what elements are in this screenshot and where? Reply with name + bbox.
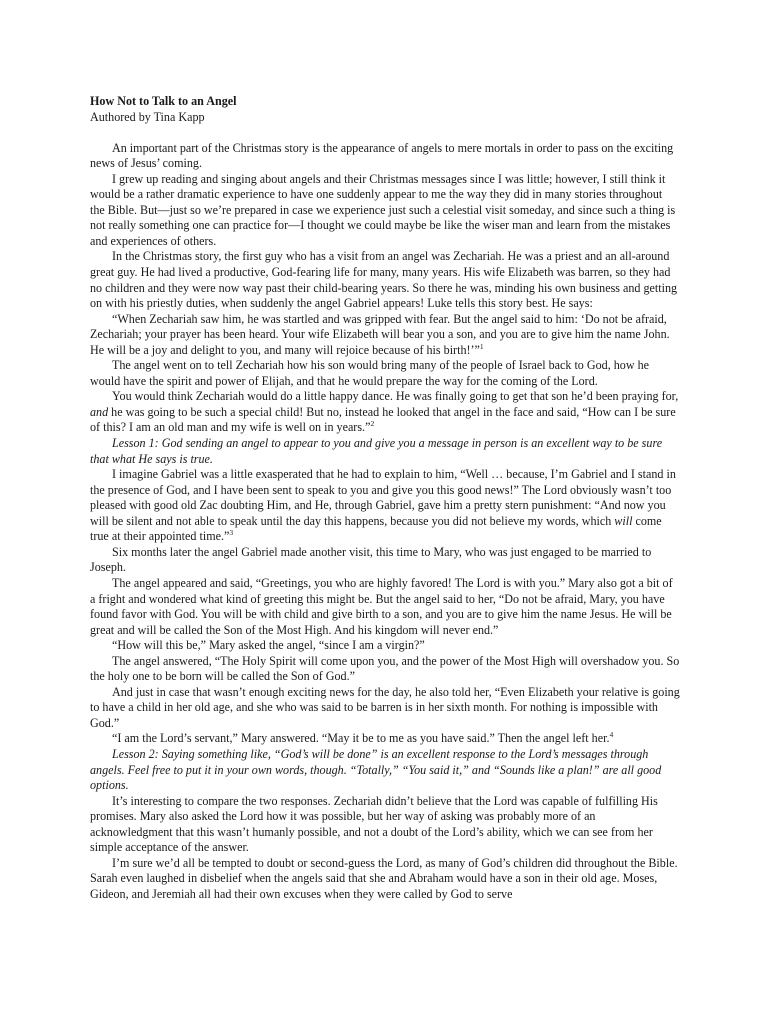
paragraph: The angel answered, “The Holy Spirit will come upon you, and the power of the Most High will overshadow you. So the holy one to be born will be called the Son of God.” bbox=[90, 653, 680, 684]
paragraph: I grew up reading and singing about angels and their Christmas messages since I was little; however, I still think it would be a rather dramatic experience to have one suddenly appear to me the way they did in many stories throughout the Bible. But—just so we’re prepared in case we experience just such a celestial visit someday, and since such a thing is not really something one can practice for—I thought we could maybe be like the wiser man and learn from the mistakes and experiences of others. bbox=[90, 171, 676, 248]
footnote-marker: 4 bbox=[609, 730, 614, 740]
paragraph: And just in case that wasn’t enough exciting news for the day, he also told her, “Even Elizabeth your relative is going to have a child in her old age, and she who was said to be barren is in her sixth month. For nothing is impossible with God.” bbox=[90, 684, 680, 730]
paragraph: An important part of the Christmas story is the appearance of angels to mere mortals in order to pass on the exciting news of Jesus’ coming. bbox=[90, 140, 674, 171]
lesson-1: Lesson 1: God sending an angel to appear to you and give you a message in person is an excellent way to be sure that what He says is true. bbox=[90, 436, 663, 466]
paragraph: “How will this be,” Mary asked the angel, “since I am a virgin?” bbox=[112, 638, 425, 653]
emphasis-text: will bbox=[614, 513, 633, 528]
paragraph: The angel appeared and said, “Greetings, you who are highly favored! The Lord is with you.” Mary also got a bit of a fright and wondered what kind of greeting this might be. But the angel said to her, “Do not be afraid, Mary, you have found favor with God. You will be with child and give birth to a son, and you are to give him the name Jesus. He will be great and will be called the Son of the Most High. And his kingdom will never end.” bbox=[90, 575, 673, 637]
footnote-marker: 3 bbox=[229, 528, 234, 538]
document-page bbox=[90, 94, 680, 902]
lesson-2: Lesson 2: Saying something like, “God’s will be done” is an excellent response to the Lord’s messages through angels. Feel free to put it in your own words, though. “Totally,” “You said it,” and “Sounds like a plan!” are all good options. bbox=[90, 746, 662, 793]
footnote-marker: 1 bbox=[479, 341, 484, 351]
paragraph: In the Christmas story, the first guy who has a visit from an angel was Zechariah. He was a priest and an all-around great guy. He had lived a productive, God-fearing life for many, many years. His wife Elizabeth was barren, so they had no children and they were now way past their child-bearing years. So there he was, minding his own business and getting on with his priestly duties, when suddenly the angel Gabriel appears! Luke tells this story best. He says: bbox=[90, 249, 678, 311]
emphasis-text: and bbox=[90, 404, 109, 419]
quote-text: “When Zechariah saw him, he was startled and was gripped with fear. But the angel said to him: ‘Do not be afraid, Zechariah; your prayer has been heard. Your wife Elizabeth will bear you a son, and you are to give him the name John. He will be a joy and delight to you, and many will rejoice because of his birth!’” bbox=[90, 311, 670, 357]
paragraph-text: You would think Zechariah would do a little happy dance. He was finally going to get that son he’d been praying for, bbox=[112, 389, 679, 404]
paragraph: The angel went on to tell Zechariah how his son would bring many of the people of Israel back to God, how he would have the spirit and power of Elijah, and that he would prepare the way for the coming of the Lord. bbox=[90, 358, 650, 388]
footnote-marker: 2 bbox=[370, 419, 375, 429]
paragraph-text: he was going to be such a special child! But no, instead he looked that angel in the face and said, “How can I be sure of this? I am an old man and my wife is well on in years.” bbox=[90, 404, 676, 435]
paragraph: It’s interesting to compare the two responses. Zechariah didn’t believe that the Lord was capable of fulfilling His promises. Mary also asked the Lord how it was possible, but her way of asking was probably more of an acknowledgment that this wasn’t humanly possible, and not a doubt of the Lord’s ability, which we can see from her simple acceptance of the answer. bbox=[90, 793, 658, 855]
paragraph-text: come true at their appointed time.” bbox=[90, 513, 662, 544]
paragraph bbox=[90, 389, 680, 436]
paragraph-quote bbox=[90, 312, 680, 359]
paragraph-text: “I am the Lord’s servant,” Mary answered. “May it be to me as you have said.” Then the angel left her. bbox=[112, 731, 610, 746]
document-author: Authored by Tina Kapp bbox=[90, 109, 205, 124]
paragraph: Six months later the angel Gabriel made another visit, this time to Mary, who was just engaged to be married to Joseph. bbox=[90, 544, 652, 575]
document-title: How Not to Talk to an Angel bbox=[90, 94, 237, 108]
paragraph bbox=[90, 467, 680, 545]
paragraph: I’m sure we’d all be tempted to doubt or second-guess the Lord, as many of God’s children did throughout the Bible. Sarah even laughed in disbelief when the angels said that she and Abraham would have a son in their old age. Moses, Gideon, and Jeremiah all had their own excuses when they were called by God to serve bbox=[90, 855, 678, 901]
paragraph-text: I imagine Gabriel was a little exasperated that he had to explain to him, “Well … because, I’m Gabriel and I stand in the presence of God, and I have been sent to speak to you and give you this good news!” The Lord obviously wasn’t too pleased with good old Zac doubting Him, and He, through Gabriel, gave him a pretty stern punishment: “And now you will be silent and not able to speak until the day this happens, because you did not believe my words, which bbox=[90, 467, 676, 528]
paragraph bbox=[90, 731, 680, 747]
